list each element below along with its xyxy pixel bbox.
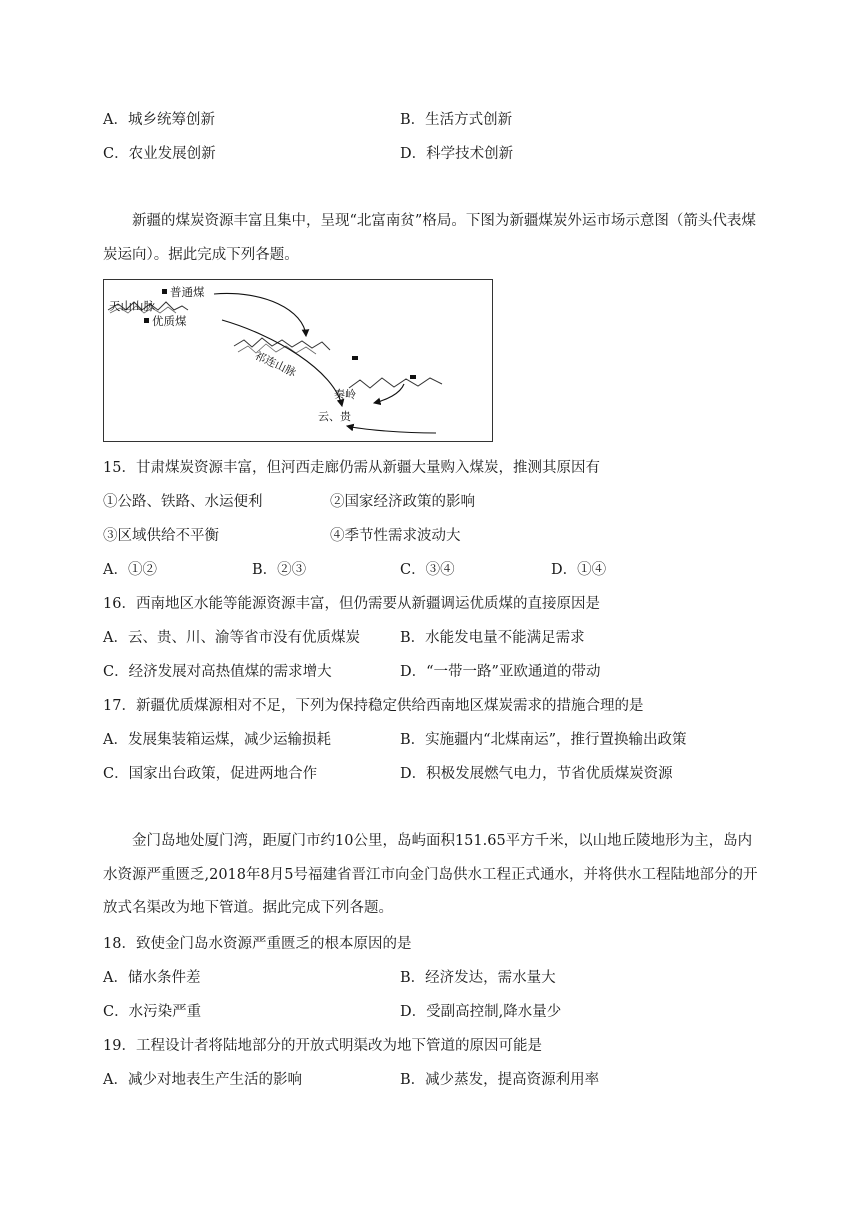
q15-stem: 15．甘肃煤炭资源丰富，但河西走廊仍需从新疆大量购入煤炭，推测其原因有: [103, 460, 600, 476]
passage-xinjiang-coal: 新疆的煤炭资源丰富且集中，呈现“北富南贫”格局。下图为新疆煤炭外运市场示意图（箭头代表煤炭运向）。据此完成下列各题。: [103, 213, 756, 263]
legend-normal-coal: 普通煤: [170, 285, 205, 299]
q18-stem: 18．致使金门岛水资源严重匮乏的根本原因的是: [103, 936, 412, 952]
q15-option-d: D．①④: [551, 562, 607, 578]
q15-option-c: C．③④: [400, 562, 455, 578]
coal-transport-map: [103, 279, 493, 442]
coal-marker-qinling: [410, 375, 416, 379]
q16-option-d: D．“一带一路”亚欧通道的带动: [400, 664, 601, 680]
q18-option-d: D．受副高控制,降水量少: [400, 1004, 562, 1020]
q15-option-a: A．①②: [103, 562, 157, 578]
q15-option-b: B．②③: [252, 562, 307, 578]
q15-statement-3: ③区域供给不平衡: [103, 528, 219, 544]
q18-option-b: B．经济发达，需水量大: [400, 970, 556, 986]
passage-kinmen-water: 金门岛地处厦门湾，距厦门市约10公里，岛屿面积151.65平方千米，以山地丘陵地形为主，岛内水资源严重匮乏,2018年8月5号福建省晋江市向金门岛供水工程正式通水，并将供水工程陆地部分的开放式名渠改为地下管道。据此完成下列各题。: [103, 833, 758, 916]
q15-statement-1: ①公路、铁路、水运便利: [103, 494, 263, 510]
label-tianshan: 天山山脉: [109, 299, 155, 313]
option-a: A．城乡统筹创新: [103, 112, 215, 128]
q16-option-c: C．经济发展对高热值煤的需求增大: [103, 664, 332, 680]
coal-marker-qilian: [352, 356, 358, 360]
legend-quality-coal: 优质煤: [152, 314, 187, 328]
q17-option-a: A．发展集装箱运煤，减少运输损耗: [103, 732, 331, 748]
q17-option-b: B．实施疆内“北煤南运”，推行置换输出政策: [400, 732, 687, 748]
q19-stem: 19．工程设计者将陆地部分的开放式明渠改为地下管道的原因可能是: [103, 1038, 542, 1054]
q17-option-c: C．国家出台政策，促进两地合作: [103, 766, 318, 782]
option-d: D．科学技术创新: [400, 146, 514, 162]
option-c: C．农业发展创新: [103, 146, 216, 162]
q17-option-d: D．积极发展燃气电力，节省优质煤炭资源: [400, 766, 673, 782]
qinling-mountain-shape: [349, 378, 442, 388]
option-b: B．生活方式创新: [400, 112, 513, 128]
q18-option-c: C．水污染严重: [103, 1004, 202, 1020]
q17-stem: 17．新疆优质煤源相对不足，下列为保持稳定供给西南地区煤炭需求的措施合理的是: [103, 698, 644, 714]
label-qilian: 祁连山脉: [252, 348, 299, 380]
normal-coal-arrow: [214, 293, 306, 336]
q15-statement-2: ②国家经济政策的影响: [330, 494, 475, 510]
normal-coal-marker: [162, 289, 167, 294]
label-qinling: 秦岭: [334, 388, 356, 401]
q18-option-a: A．储水条件差: [103, 970, 201, 986]
q19-option-a: A．减少对地表生产生活的影响: [103, 1072, 302, 1088]
arrow-to-qinling: [374, 384, 404, 403]
arrow-to-yungui: [347, 426, 436, 433]
q16-stem: 16．西南地区水能等能源资源丰富，但仍需要从新疆调运优质煤的直接原因是: [103, 596, 600, 612]
q15-statement-4: ④季节性需求波动大: [330, 528, 461, 544]
label-yungui: 云、贵: [318, 410, 351, 423]
quality-coal-marker: [144, 318, 149, 323]
q16-option-b: B．水能发电量不能满足需求: [400, 630, 585, 646]
q16-option-a: A．云、贵、川、渝等省市没有优质煤炭: [103, 630, 360, 646]
q19-option-b: B．减少蒸发，提高资源利用率: [400, 1072, 600, 1088]
